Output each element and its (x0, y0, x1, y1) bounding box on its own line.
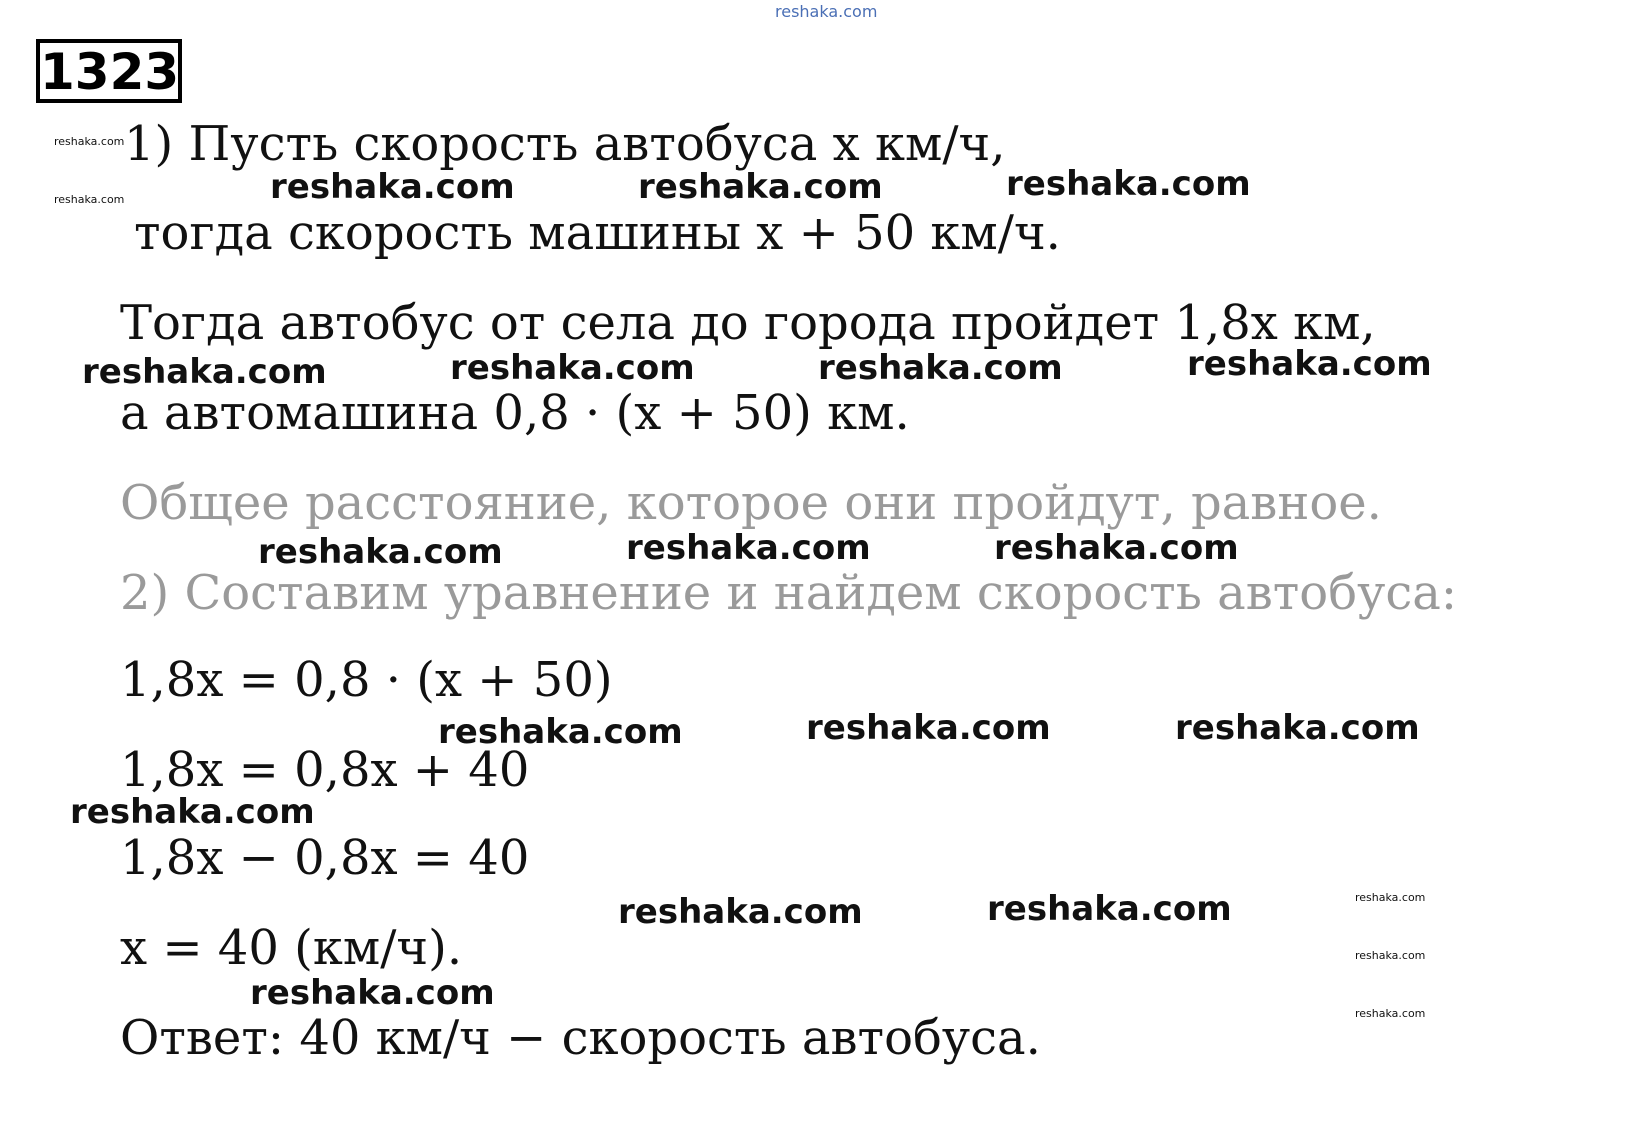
watermark: reshaka.com (1006, 164, 1251, 204)
solution-line-6: 2) Составим уравнение и найдем скорость автобуса: (120, 565, 1458, 621)
watermark: reshaka.com (270, 167, 515, 207)
watermark: reshaka.com (70, 792, 315, 832)
site-watermark-top[interactable]: reshaka.com (775, 2, 878, 21)
solution-line-3: Тогда автобус от села до города пройдет 1,8x км, (120, 295, 1376, 351)
watermark: reshaka.com (994, 528, 1239, 568)
watermark-small: reshaka.com (1355, 949, 1426, 962)
answer-line: Ответ: 40 км/ч − скорость автобуса. (120, 1010, 1041, 1066)
watermark: reshaka.com (626, 528, 871, 568)
watermark: reshaka.com (1175, 708, 1420, 748)
watermark: reshaka.com (806, 708, 1051, 748)
equation-line-2: 1,8x = 0,8x + 40 (120, 742, 530, 798)
watermark: reshaka.com (987, 889, 1232, 929)
watermark: reshaka.com (638, 167, 883, 207)
watermark: reshaka.com (450, 348, 695, 388)
problem-number: 1323 (36, 39, 182, 103)
watermark: reshaka.com (250, 973, 495, 1013)
solution-line-4: а автомашина 0,8 · (x + 50) км. (120, 385, 910, 441)
watermark-small: reshaka.com (54, 193, 125, 206)
watermark-small: reshaka.com (54, 135, 125, 148)
watermark: reshaka.com (258, 532, 503, 572)
equation-result: x = 40 (км/ч). (120, 920, 463, 976)
watermark: reshaka.com (82, 352, 327, 392)
watermark: reshaka.com (438, 712, 683, 752)
watermark: reshaka.com (618, 892, 863, 932)
solution-line-5: Общее расстояние, которое они пройдут, равное. (120, 475, 1382, 531)
watermark: reshaka.com (818, 348, 1063, 388)
equation-line-1: 1,8x = 0,8 · (x + 50) (120, 652, 613, 708)
solution-line-2: тогда скорость машины x + 50 км/ч. (134, 205, 1061, 261)
solution-line-1: 1) Пусть скорость автобуса x км/ч, (124, 116, 1006, 172)
watermark: reshaka.com (1187, 344, 1432, 384)
equation-line-3: 1,8x − 0,8x = 40 (120, 830, 530, 886)
watermark-small: reshaka.com (1355, 1007, 1426, 1020)
watermark-small: reshaka.com (1355, 891, 1426, 904)
